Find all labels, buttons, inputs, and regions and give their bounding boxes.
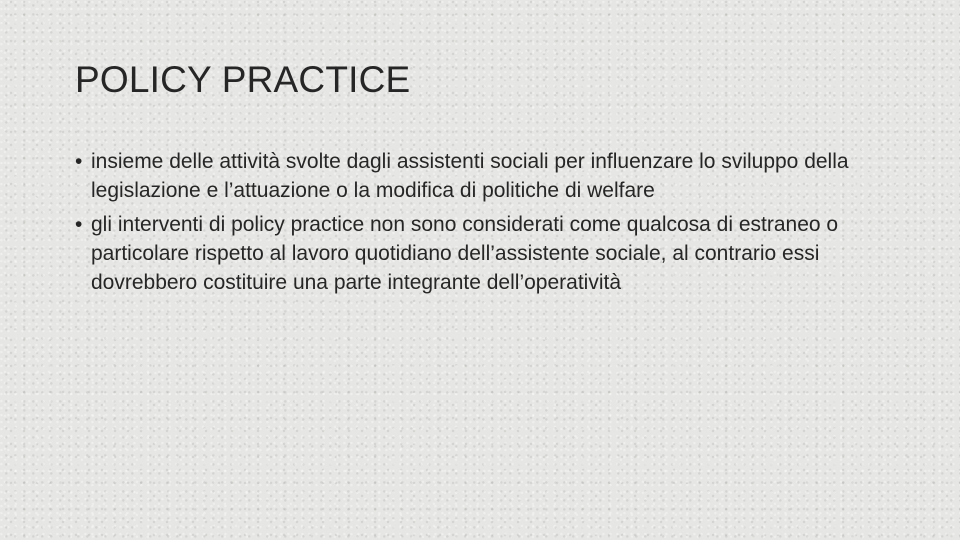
bullet-icon: • <box>75 150 83 173</box>
bullet-text: insieme delle attività svolte dagli assistenti sociali per influenzare lo sviluppo della legislazione e l’attuazione o la modifica di politiche di welfare <box>91 150 849 202</box>
slide-title: POLICY PRACTICE <box>75 59 411 100</box>
bullet-list <box>75 147 890 302</box>
bullet-text: gli interventi di policy practice non sono considerati come qualcosa di estraneo o particolare rispetto al lavoro quotidiano dell’assistente sociale, al contrario essi dovrebbero costituire una parte integrante dell’operatività <box>91 213 839 294</box>
bullet-item <box>75 147 890 205</box>
bullet-icon: • <box>75 213 83 236</box>
bullet-item <box>75 210 890 297</box>
